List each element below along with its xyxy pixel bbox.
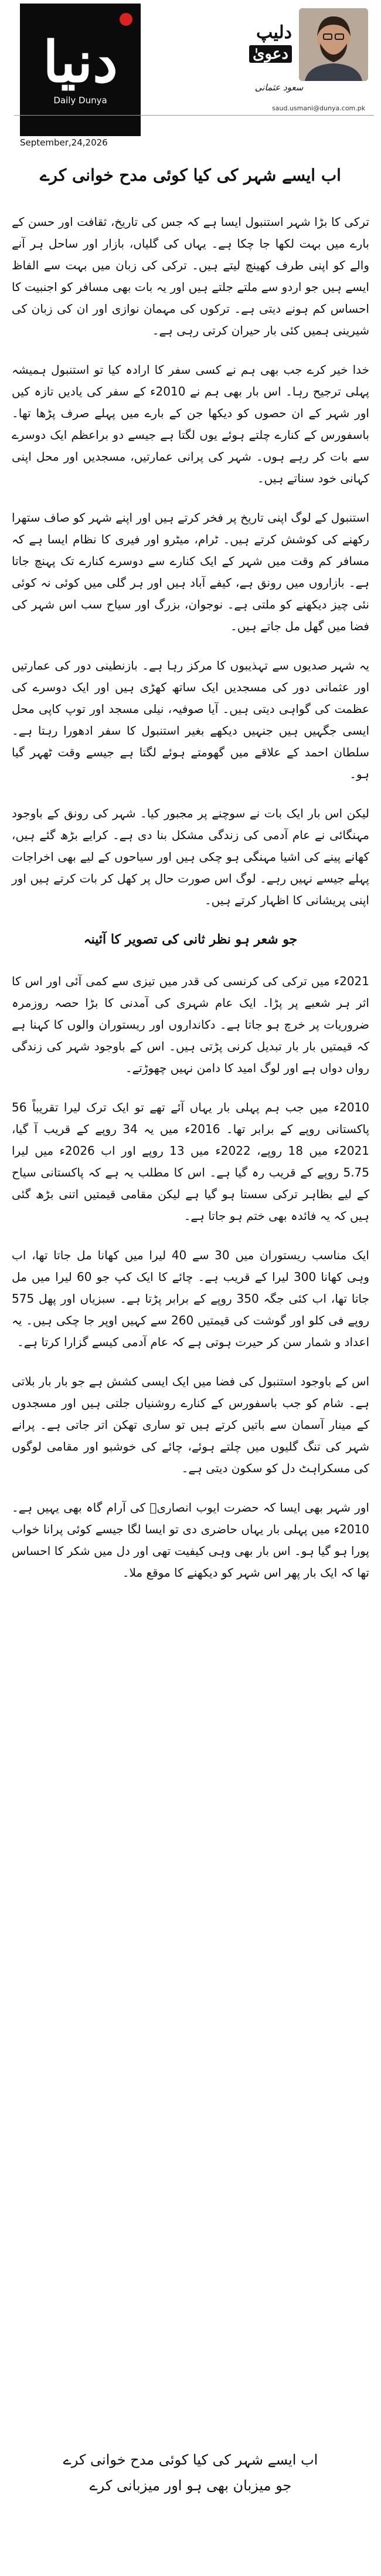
article-title: اب ایسے شہر کی کیا کوئی مدح خوانی کرے [40, 165, 341, 185]
paragraph: لیکن اس بار ایک بات نے سوچنے پر مجبور کیا۔ شہر کی رونق کے باوجود مہنگائی نے عام آدمی کی زندگی مشکل بنا دی ہے۔ کرایے بڑھ گئے ہیں، کھانے پینے کی اشیا مہنگی ہو چکی ہیں اور سیاحوں کے لیے بھی اخراجات پہلے جیسے نہیں رہے۔ لوگ اس صورت حال پر کھل کر بات کرتے ہیں اور اپنی پریشانی کا اظہار کرتے ہیں۔ [12, 806, 369, 907]
logo-subtitle: Daily Dunya [53, 95, 107, 106]
author-byline: سعود عثمانی [254, 82, 304, 93]
publish-date: September,24,2026 [20, 137, 108, 148]
column-brand-line2: دعویٰ [249, 45, 292, 63]
column-brand-line1: دلیپ [256, 22, 292, 43]
column-brand [231, 12, 292, 73]
paragraph: ایک مناسب ریستوران میں 30 سے 40 لیرا میں کھانا مل جاتا تھا، اب وہی کھانا 300 لیرا کے قریب ہے۔ چائے کا ایک کپ جو 60 لیرا میں مل جاتا تھا، اب کئی جگہ 350 روپے کے برابر پڑتا ہے۔ سبزیاں اور پھل 575 روپے فی کلو اور گوشت کی قیمتیں 260 سے کہیں اوپر جا چکی ہیں۔ یہ اعداد و شمار سن کر حیرت ہوتی ہے کہ عام آدمی کیسے گزارا کرتا ہے۔ [12, 1248, 370, 1349]
author-email: saud.usmani@dunya.com.pk [272, 104, 366, 112]
column-header [0, 0, 381, 147]
article-body [12, 211, 369, 1601]
newspaper-logo [20, 4, 141, 136]
paragraph: ترکی کا بڑا شہر استنبول ایسا ہے کہ جس کی تاریخ، ثقافت اور حسن کے بارے میں بہت لکھا جا چکا ہے۔ یہاں کی گلیاں، بازار اور ساحل ہر آنے والے کو اپنی طرف کھینچ لیتے ہیں۔ ترکی کی زبان میں بہت سے الفاظ ایسے ہیں جو اردو سے ملتے جلتے ہیں اور یہ بات بھی مسافر کو اجنبیت کا احساس کم ہونے دیتی ہے۔ ترکوں کی مہمان نوازی اور ان کی زبان کی شیرینی ہمیں کئی بار حیران کرتی رہی ہے۔ [12, 215, 369, 337]
paragraph: یہ شہر صدیوں سے تہذیبوں کا مرکز رہا ہے۔ بازنطینی دور کی عمارتیں اور عثمانی دور کی مسجدیں ایک ساتھ کھڑی ہیں اور ایک دوسرے کی عظمت کی گواہی دیتی ہیں۔ آیا صوفیہ، نیلی مسجد اور توپ کاپی محل ایسی جگہیں ہیں جنہیں دیکھے بغیر استنبول کا سفر ادھورا رہتا ہے۔ سلطان احمد کے علاقے میں گھومتے ہوئے لگتا ہے جیسے وقت ٹھہر گیا ہو۔ [12, 658, 369, 781]
section-subheading: جو شعر ہو نظر ثانی کی تصویر کا آئینہ [83, 932, 298, 947]
paragraph: 2021ء میں ترکی کی کرنسی کی قدر میں تیزی سے کمی آئی اور اس کا اثر ہر شعبے پر پڑا۔ ایک عام شہری کی آمدنی کا بڑا حصہ روزمرہ ضروریات پر خرچ ہو جاتا ہے۔ دکانداروں اور ریستوران والوں کا کہنا ہے کہ قیمتیں بار بار تبدیل کرنی پڑتی ہیں۔ اس کے باوجود شہر کی زندگی رواں دواں ہے اور لوگ امید کا دامن نہیں چھوڑتے۔ [12, 974, 369, 1075]
header-divider [14, 115, 374, 116]
verse-line: اب ایسے شہر کی کیا کوئی مدح خوانی کرے [63, 2452, 318, 2468]
paragraph: اور شہر بھی ایسا کہ حضرت ایوب انصاریؓ کی آرام گاہ بھی یہیں ہے۔ 2010ء میں پہلی بار یہاں حاضری دی تو ایسا لگا جیسے کوئی پرانا خواب پورا ہو گیا ہو۔ اس بار بھی وہی کیفیت تھی اور دل میں شکر کا احساس تھا کہ ایک بار پھر اس شہر کو دیکھنے کا موقع ملا۔ [12, 1500, 369, 1580]
paragraph: اس کے باوجود استنبول کی فضا میں ایک ایسی کشش ہے جو بار بار بلاتی ہے۔ شام کو جب باسفورس کے کنارے روشنیاں جلتی ہیں اور مسجدوں کے مینار آسمان سے باتیں کرتے ہیں تو ساری تھکن اتر جاتی ہے۔ پرانے شہر کی تنگ گلیوں میں چلتے ہوئے، چائے کی خوشبو اور مقامی لوگوں کی مسکراہٹ دل کو سکون دیتی ہے۔ [12, 1374, 369, 1475]
paragraph: 2010ء میں جب ہم پہلی بار یہاں آئے تھے تو ایک ترک لیرا تقریباً 56 پاکستانی روپے کے برابر تھا۔ 2016ء میں یہ 34 روپے کے قریب آ گیا، 2021ء میں 18 روپے، 2022ء میں 13 روپے اور اب 2026ء میں لیرا 5.75 روپے کے قریب رہ گیا ہے۔ اس کا مطلب یہ ہے کہ پاکستانی سیاح کے لیے بظاہر ترکی سستا ہو گیا ہے لیکن مقامی قیمتیں اتنی بڑھ گئی ہیں کہ یہ فائدہ بھی ختم ہو جاتا ہے۔ [12, 1100, 370, 1223]
paragraph: استنبول کے لوگ اپنی تاریخ پر فخر کرتے ہیں اور اپنے شہر کو صاف ستھرا رکھنے کی کوشش کرتے ہیں۔ ٹرام، میٹرو اور فیری کا نظام ایسا ہے کہ مسافر کم وقت میں شہر کے ایک کنارے سے دوسرے کنارے تک پہنچ جاتا ہے۔ بازاروں میں رونق ہے، کیفے آباد ہیں اور ہر گلی میں کوئی نہ کوئی نئی چیز دیکھنے کو ملتی ہے۔ نوجوان، بزرگ اور سیاح سب اس شہر کی فضا میں گھل مل جاتے ہیں۔ [12, 511, 369, 633]
verse-line: جو میزبان بھی ہو اور میزبانی کرے [89, 2477, 292, 2494]
closing-verse [0, 2447, 381, 2499]
paragraph: خدا خیر کرے جب بھی ہم نے کسی سفر کا ارادہ کیا تو استنبول ہمیشہ پہلی ترجیح رہا۔ اس بار بھی ہم نے 2010ء کے سفر کی یادیں تازہ کیں اور شہر کے ان حصوں کو دیکھا جن کے بارے میں پہلے صرف پڑھا تھا۔ باسفورس کے کنارے چلتے ہوئے یوں لگتا ہے جیسے دو براعظم ایک دوسرے سے بات کر رہے ہوں۔ شہر کی پرانی عمارتیں، مسجدیں اور محل اپنی کہانی خود سناتے ہیں۔ [12, 363, 370, 485]
logo-dot-icon [120, 13, 132, 26]
logo-text: دنیا [43, 29, 118, 95]
author-avatar [299, 8, 368, 81]
